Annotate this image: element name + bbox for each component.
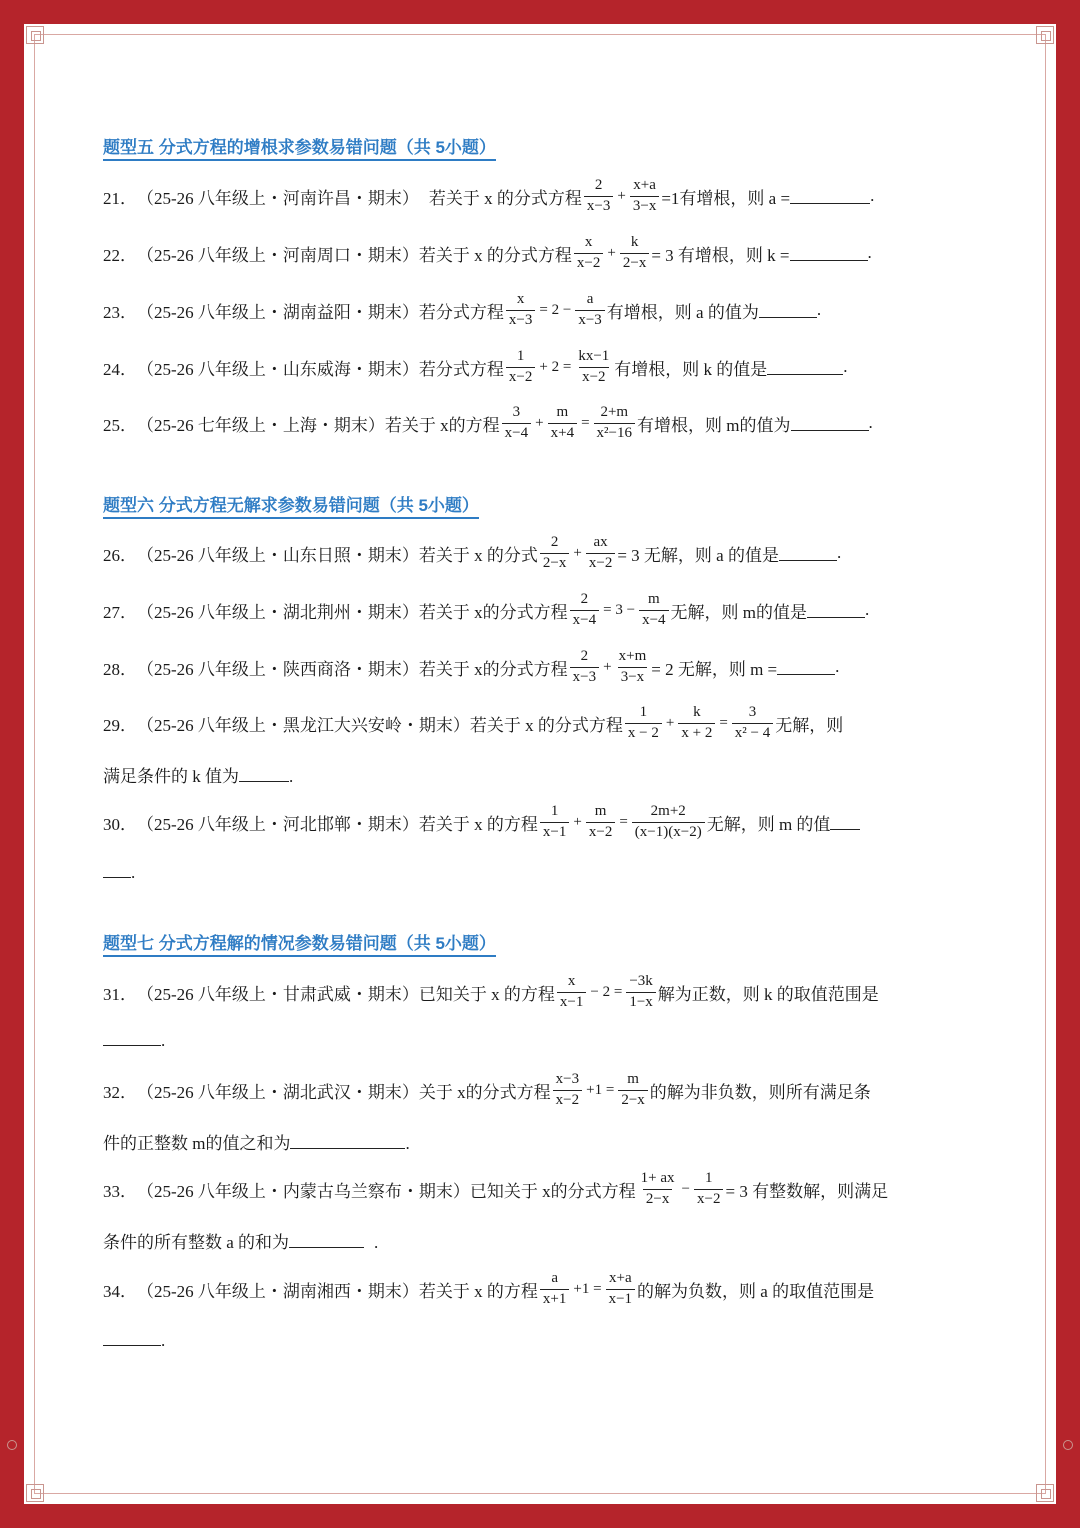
question-30: 30． （25-26 八年级上・河北邯郸・期末） 若关于 x 的方程 $\frac{1}{x-1}$ + $\frac{m}{x-2}$ = $\frac{2m+2}{(x-1)(x-2)}$ 无解，则 m 的值 bbox=[103, 796, 860, 848]
corner-ornament bbox=[1036, 1484, 1054, 1502]
question-31-continued: . bbox=[103, 1030, 165, 1051]
question-30-continued: . bbox=[103, 862, 135, 883]
answer-blank[interactable] bbox=[777, 659, 835, 675]
question-34: 34． （25-26 八年级上・湖南湘西・期末） 若关于 x 的方程 $\frac{a}{x+1}$ +1 = $\frac{x+a}{x-1}$ 的解为负数，则 a 的取值范围是 bbox=[103, 1270, 875, 1307]
side-ornament bbox=[1063, 1440, 1073, 1450]
answer-blank[interactable] bbox=[779, 545, 837, 561]
corner-ornament bbox=[26, 1484, 44, 1502]
answer-blank[interactable] bbox=[289, 1232, 364, 1248]
answer-blank[interactable] bbox=[790, 188, 870, 204]
question-21: 21． （25-26 八年级上・河南许昌・期末） 若关于 x 的分式方程 $\frac{2}{x-3}$ + $\frac{x+a}{3-x}$ =1有增根，则 a = . bbox=[103, 177, 875, 214]
question-29: 29． （25-26 八年级上・黑龙江大兴安岭・期末） 若关于 x 的分式方程 $\frac{1}{x - 2}$ + $\frac{k}{x + 2}$ = $\frac{3}{\text{x² − 4}}$ 无解，则 bbox=[103, 704, 844, 741]
answer-blank[interactable] bbox=[791, 415, 869, 431]
answer-blank[interactable] bbox=[807, 602, 865, 618]
question-32-continued: 件的正整数 m的值之和为 . bbox=[103, 1134, 410, 1153]
question-23: 23． （25-26 八年级上・湖南益阳・期末） 若分式方程 $\frac{x}{x-3}$ = 2 − $\frac{a}{x-3}$ 有增根，则 a 的值为 . bbox=[103, 291, 822, 328]
question-33-continued: 条件的所有整数 a 的和为 . bbox=[103, 1233, 379, 1252]
answer-blank[interactable] bbox=[239, 766, 289, 782]
answer-blank[interactable] bbox=[759, 302, 817, 318]
answer-blank[interactable] bbox=[103, 1330, 161, 1346]
question-31: 31． （25-26 八年级上・甘肃武威・期末） 已知关于 x 的方程 $\frac{x}{x-1}$ − 2 = $\frac{-3k}{1-x}$ 解为正数，则 k 的取值范围是 bbox=[103, 973, 879, 1010]
side-ornament bbox=[7, 1440, 17, 1450]
section-heading: 题型六 分式方程无解求参数易错问题（共 5小题） bbox=[103, 491, 479, 519]
question-22: 22． （25-26 八年级上・河南周口・期末） 若关于 x 的分式方程 $\frac{x}{x-2}$ + $\frac{k}{2-x}$ = 3 有增根，则 k = . bbox=[103, 234, 872, 271]
answer-blank[interactable] bbox=[830, 814, 860, 830]
answer-blank[interactable] bbox=[790, 245, 868, 261]
section-heading: 题型七 分式方程解的情况参数易错问题（共 5小题） bbox=[103, 929, 496, 957]
answer-blank[interactable] bbox=[767, 359, 843, 375]
question-34-continued: . bbox=[103, 1330, 165, 1351]
corner-ornament bbox=[26, 26, 44, 44]
question-33: 33． （25-26 八年级上・内蒙古乌兰察布・期末） 已知关于 x的分式方程 $\frac{1+ ax}{2-x}$ − $\frac{1}{x-2}$ = 3 有整数解，则满足 bbox=[103, 1170, 889, 1207]
question-29-continued: 满足条件的 k 值为 . bbox=[103, 767, 294, 786]
question-32: 32． （25-26 八年级上・湖北武汉・期末） 关于 x的分式方程 $\frac{x-3}{x-2}$ +1 = $\frac{m}{2-x}$ 的解为非负数，则所有满足条 bbox=[103, 1071, 871, 1108]
answer-blank[interactable] bbox=[103, 862, 131, 878]
corner-ornament bbox=[1036, 26, 1054, 44]
section-heading: 题型五 分式方程的增根求参数易错问题（共 5小题） bbox=[103, 133, 496, 161]
answer-blank[interactable] bbox=[290, 1133, 405, 1149]
question-26: 26． （25-26 八年级上・山东日照・期末） 若关于 x 的分式 $\frac{2}{2-x}$ + $\frac{ax}{x-2}$ = 3 无解，则 a 的值是 . bbox=[103, 534, 842, 571]
question-28: 28． （25-26 八年级上・陕西商洛・期末） 若关于 x的分式方程 $\frac{2}{x-3}$ + $\frac{x+m}{3-x}$ = 2 无解，则 m = . bbox=[103, 648, 840, 685]
question-24: 24． （25-26 八年级上・山东威海・期末） 若分式方程 $\frac{1}{x-2}$ + 2 = $\frac{kx-1}{x-2}$ 有增根，则 k 的值是 . bbox=[103, 348, 848, 385]
question-27: 27． （25-26 八年级上・湖北荆州・期末） 若关于 x的分式方程 $\frac{2}{x-4}$ = 3 − $\frac{m}{x-4}$ 无解，则 m的值是 . bbox=[103, 591, 870, 628]
answer-blank[interactable] bbox=[103, 1030, 161, 1046]
question-25: 25． （25-26 七年级上・上海・期末） 若关于 x的方程 $\frac{3}{x-4}$ + $\frac{m}{x+4}$ = $\frac{2+m}{\text{x²−16}}$ 有增根，则 m的值为 . bbox=[103, 404, 873, 441]
